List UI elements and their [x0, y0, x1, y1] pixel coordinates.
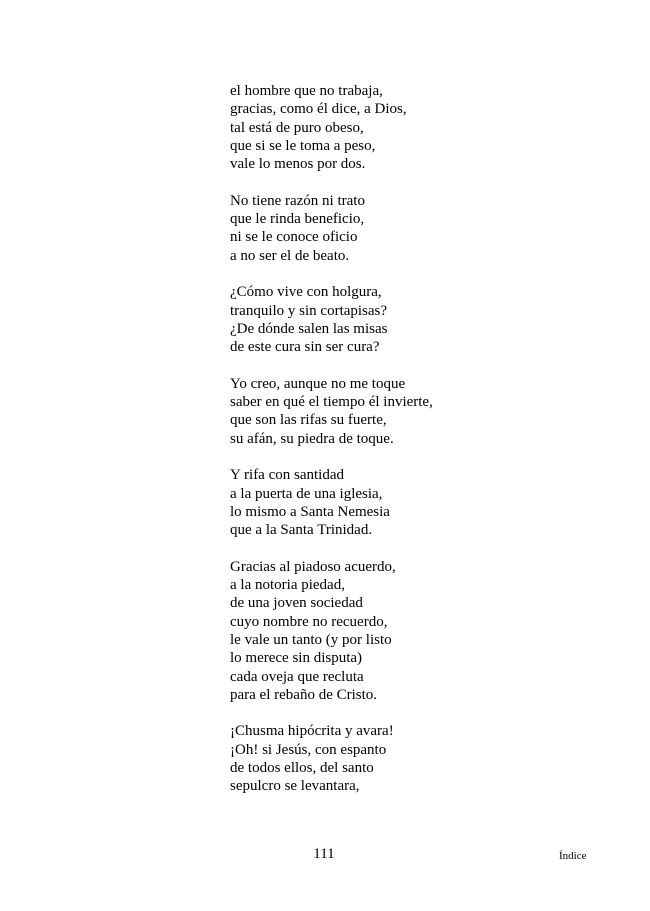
stanza [230, 558, 610, 704]
stanza [230, 283, 610, 356]
verse-line: lo mismo a Santa Nemesia [230, 503, 390, 520]
verse-line: sepulcro se levantara, [230, 778, 360, 795]
verse-line: para el rebaño de Cristo. [230, 686, 378, 703]
stanza [230, 466, 610, 539]
page-number: 111 [313, 846, 335, 862]
stanza [230, 82, 610, 173]
verse-line: saber en qué el tiempo él invierte, [230, 394, 433, 411]
verse-line: de una joven sociedad [230, 595, 363, 612]
stanza [230, 722, 610, 795]
verse-line: lo merece sin disputa) [230, 650, 363, 667]
index-link[interactable]: Índice [559, 850, 587, 862]
verse-line: de todos ellos, del santo [230, 759, 374, 776]
verse-line: su afán, su piedra de toque. [230, 430, 394, 447]
verse-line: tal está de puro obeso, [230, 119, 364, 136]
stanza [230, 192, 610, 265]
verse-line: de este cura sin ser cura? [230, 339, 380, 356]
verse-line: que si se le toma a peso, [230, 137, 376, 154]
verse-line: ¿De dónde salen las misas [230, 320, 388, 337]
verse-line: No tiene razón ni trato [230, 192, 365, 209]
verse-line: gracias, como él dice, a Dios, [230, 101, 407, 118]
verse-line: ¡Chusma hipócrita y avara! [230, 723, 394, 740]
verse-line: ¡Oh! si Jesús, con espanto [230, 741, 387, 758]
verse-line: vale lo menos por dos. [230, 156, 366, 173]
verse-line: que le rinda beneficio, [230, 211, 365, 228]
stanza [230, 375, 610, 448]
verse-line: ¿Cómo vive con holgura, [230, 284, 382, 301]
poem-body [230, 82, 610, 814]
verse-line: que son las rifas su fuerte, [230, 412, 387, 429]
verse-line: cuyo nombre no recuerdo, [230, 613, 388, 630]
verse-line: a la puerta de una iglesia, [230, 485, 383, 502]
verse-line: Yo creo, aunque no me toque [230, 375, 406, 392]
verse-line: tranquilo y sin cortapisas? [230, 302, 388, 319]
verse-line: cada oveja que recluta [230, 668, 364, 685]
verse-line: el hombre que no trabaja, [230, 83, 383, 99]
verse-line: le vale un tanto (y por listo [230, 631, 392, 648]
verse-line: a la notoria piedad, [230, 577, 345, 594]
verse-line: que a la Santa Trinidad. [230, 522, 373, 539]
verse-line: Y rifa con santidad [230, 467, 344, 484]
verse-line: Gracias al piadoso acuerdo, [230, 558, 396, 575]
verse-line: ni se le conoce oficio [230, 229, 358, 246]
verse-line: a no ser el de beato. [230, 247, 350, 264]
